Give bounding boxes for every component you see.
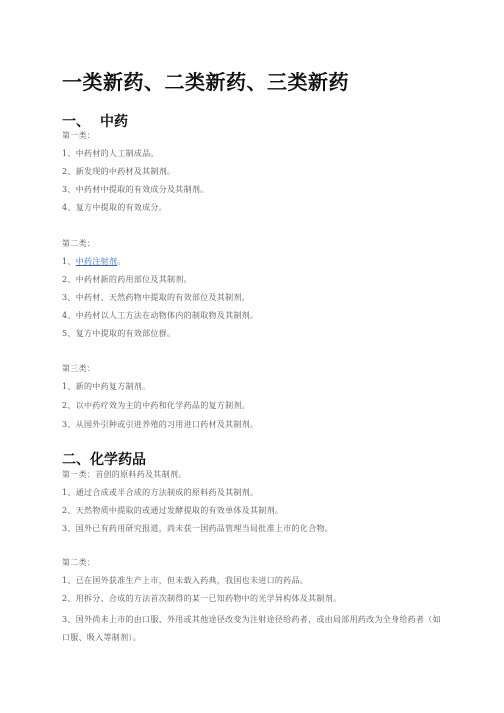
list-item: 1、中药材的人工制成品。 (62, 149, 159, 158)
list-item-suffix: 。 (117, 257, 126, 266)
list-item: 3、国外尚未上市的由口服、外用或其他途径改变为注射途径给药者，或由局部用药改为全身给药者（如口服、吸入等制剂）。 (62, 615, 441, 642)
list-item: 3、国外已有药用研究报道，尚未获一国药品管理当局批准上市的化合物。 (62, 524, 333, 533)
section-heading-tcm (62, 111, 128, 131)
list-item: 2、中药材新的药用部位及其制剂。 (62, 275, 192, 284)
group-label: 第二类： (62, 558, 96, 567)
list-item: 4、中药材以人工方法在动物体内的制取物及其制剂。 (62, 311, 259, 320)
list-item: 3、从国外引种或引进养殖的习用进口药材及其制剂。 (62, 420, 259, 429)
list-item: 1、通过合成或半合成的方法制成的原料药及其制剂。 (62, 488, 259, 497)
group-label: 第三类： (62, 364, 96, 373)
list-item: 3、中药材、天然药物中提取的有效部位及其制剂。 (62, 293, 250, 302)
section-heading-chemical: 二、化学药品 (62, 452, 146, 468)
list-item (62, 256, 126, 267)
list-item-prefix: 1、 (62, 257, 76, 266)
list-item: 2、天然物质中提取的或通过发酵提取的有效单体及其制剂。 (62, 506, 284, 515)
list-item: 5、复方中提取的有效部位群。 (62, 329, 176, 338)
list-item: 1、已在国外获准生产上市，但未载入药典，我国也未进口的药品。 (62, 576, 309, 585)
list-item: 3、中药材中提取的有效成分及其制剂。 (62, 185, 209, 194)
list-item: 4、复方中提取的有效成分。 (62, 203, 167, 212)
list-item: 2、新发现的中药材及其制剂。 (62, 167, 176, 176)
tcm-injection-link[interactable]: 中药注射剂 (75, 257, 118, 266)
list-item: 1、新的中药复方制剂。 (62, 382, 151, 391)
page-title: 一类新药、二类新药、三类新药 (62, 70, 349, 94)
group-label: 第一类： (62, 131, 96, 140)
list-item: 2、用拆分、合成的方法首次制得的某一已知药物中的光学异构体及其制剂。 (62, 594, 342, 603)
section-number: 一、 (62, 114, 90, 130)
group-label: 第一类：首创的原料药及其制剂。 (62, 470, 187, 479)
group-label: 第二类： (62, 239, 96, 248)
list-item: 2、以中药疗效为主的中药和化学药品的复方制剂。 (62, 401, 250, 410)
section-title: 中药 (100, 114, 128, 130)
